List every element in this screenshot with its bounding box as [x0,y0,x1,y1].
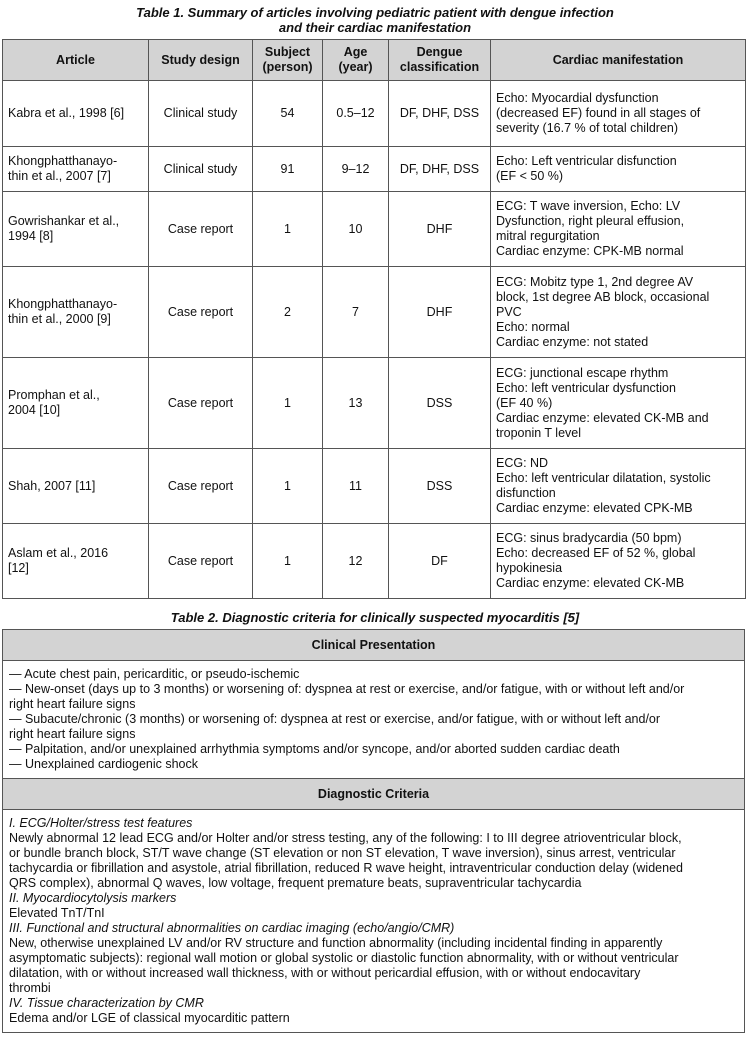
article-cell [3,192,149,267]
manifestation-line: Cardiac enzyme: CPK-MB normal [496,244,684,258]
study-design-cell: Case report [149,449,253,524]
age-cell: 12 [323,524,389,599]
manifestation-line: Cardiac enzyme: not stated [496,334,649,349]
age-cell: 11 [323,449,389,524]
age-cell: 0.5–12 [323,81,389,147]
table-row [3,449,746,524]
diagnostic-criteria-header: Diagnostic Criteria [3,779,745,810]
manifestation-line: troponin T level [496,425,582,440]
classification-cell: DSS [389,449,491,524]
table-row [3,267,746,358]
criteria-line: asymptomatic subjects): regional wall motion or global systolic or diastolic function abnormality, with or without ventricular [9,951,679,965]
manifestation-line: Echo: decreased EF of 52 %, global [496,546,696,560]
classification-cell: DF, DHF, DSS [389,81,491,147]
table1-caption-line2: and their cardiac manifestation [278,20,472,35]
study-design-cell: Clinical study [149,81,253,147]
table1-caption [0,5,750,35]
table-row [3,147,746,192]
article-cell [3,449,149,524]
cardiac-manifestation-cell [491,147,746,192]
table-row [3,192,746,267]
article-cell [3,358,149,449]
manifestation-line: Echo: left ventricular dilatation, systolic [496,471,711,485]
manifestation-line: Echo: Myocardial dysfunction [496,91,659,105]
article-cell [3,267,149,358]
article-line: 2004 [10] [8,403,61,417]
age-cell: 7 [323,267,389,358]
article-cell [3,147,149,192]
article-line: thin et al., 2007 [7] [8,169,111,183]
cardiac-manifestation-cell [491,267,746,358]
article-line: thin et al., 2000 [9] [8,312,111,326]
article-line: Khongphatthanayo- [8,154,118,168]
subject-cell: 2 [253,267,323,358]
cardiac-manifestation-cell [491,524,746,599]
clinical-line: — New-onset (days up to 3 months) or worsening of: dyspnea at rest or exercise, and/or fatigue, with or without left and/or [9,682,685,696]
subject-cell: 1 [253,449,323,524]
article-line: Gowrishankar et al., [8,214,120,228]
criteria-heading: IV. Tissue characterization by CMR [9,996,204,1010]
subject-cell: 1 [253,192,323,267]
diagnostic-criteria-table [2,629,745,1033]
clinical-line: — Acute chest pain, pericarditic, or pseudo-ischemic [9,667,300,681]
manifestation-line: Cardiac enzyme: elevated CK-MB and [496,410,709,425]
article-line: Promphan et al., [8,388,100,402]
cardiac-manifestation-cell [491,449,746,524]
criteria-line: dilatation, with or without increased wall thickness, with or without pericardial effusion, with or without endocavitary [9,966,641,980]
subject-cell: 54 [253,81,323,147]
table-header-row [3,40,746,81]
clinical-line: right heart failure signs [9,697,136,711]
table-row [3,81,746,147]
manifestation-line: (EF 40 %) [496,395,553,410]
article-line: Shah, 2007 [11] [8,478,96,493]
header-dengue-classification: Dengue classification [389,40,491,81]
article-cell [3,524,149,599]
article-line: [12] [8,561,29,575]
subject-cell: 1 [253,358,323,449]
manifestation-line: Cardiac enzyme: elevated CPK-MB [496,501,693,515]
criteria-line: Edema and/or LGE of classical myocarditic pattern [9,1011,290,1025]
classification-cell: DHF [389,267,491,358]
manifestation-line: Echo: normal [496,319,570,334]
manifestation-line: ECG: T wave inversion, Echo: LV [496,199,681,213]
classification-cell: DHF [389,192,491,267]
age-cell: 13 [323,358,389,449]
clinical-presentation-header: Clinical Presentation [3,630,745,661]
study-design-cell: Case report [149,267,253,358]
manifestation-line: severity (16.7 % of total children) [496,121,679,135]
age-cell: 10 [323,192,389,267]
manifestation-line: (decreased EF) found in all stages of [496,106,701,120]
clinical-line: — Unexplained cardiogenic shock [9,757,198,771]
clinical-line: — Subacute/chronic (3 months) or worsening of: dyspnea at rest or exercise, and/or fatigue, with or without left and/or [9,712,661,726]
manifestation-line: Echo: left ventricular dysfunction [496,380,676,395]
manifestation-line: ECG: ND [496,456,549,470]
cardiac-manifestation-cell [491,81,746,147]
manifestation-line: ECG: junctional escape rhythm [496,365,669,380]
age-cell: 9–12 [323,147,389,192]
header-age: Age (year) [323,40,389,81]
manifestation-line: hypokinesia [496,561,563,575]
study-design-cell: Case report [149,358,253,449]
manifestation-line: Echo: Left ventricular disfunction [496,154,677,168]
criteria-line: thrombi [9,981,51,995]
article-line: Aslam et al., 2016 [8,546,109,560]
manifestation-line: ECG: sinus bradycardia (50 bpm) [496,531,682,545]
header-article: Article [3,40,149,81]
table2-caption: Table 2. Diagnostic criteria for clinically suspected myocarditis [5] [170,610,580,625]
criteria-line: tachycardia or fibrillation and asystole, atrial fibrillation, reduced R wave height, intraventricular conduction delay (widened [9,861,683,875]
header-study-design: Study design [149,40,253,81]
manifestation-line: ECG: Mobitz type 1, 2nd degree AV [496,274,694,289]
clinical-presentation-list [3,661,745,779]
manifestation-line: Dysfunction, right pleural effusion, [496,214,685,228]
criteria-heading: II. Myocardiocytolysis markers [9,891,177,905]
criteria-line: New, otherwise unexplained LV and/or RV structure and function abnormality (including incidental finding in apparently [9,936,663,950]
articles-table [2,39,746,599]
clinical-line: right heart failure signs [9,727,136,741]
cardiac-manifestation-cell [491,192,746,267]
clinical-line: — Palpitation, and/or unexplained arrhythmia symptoms and/or syncope, and/or aborted sudden cardiac death [9,742,620,756]
table-row [3,358,746,449]
classification-cell: DSS [389,358,491,449]
article-cell [3,81,149,147]
manifestation-line: Cardiac enzyme: elevated CK-MB [496,576,685,590]
study-design-cell: Case report [149,524,253,599]
manifestation-line: PVC [496,304,522,319]
classification-cell: DF [389,524,491,599]
study-design-cell: Case report [149,192,253,267]
diagnostic-criteria-list [3,810,745,1033]
header-subject: Subject (person) [253,40,323,81]
cardiac-manifestation-cell [491,358,746,449]
criteria-heading: I. ECG/Holter/stress test features [9,816,193,830]
manifestation-line: mitral regurgitation [496,229,600,243]
subject-cell: 1 [253,524,323,599]
header-cardiac-manifestation: Cardiac manifestation [491,40,746,81]
table-row [3,524,746,599]
article-line: Kabra et al., 1998 [6] [8,106,125,120]
manifestation-line: disfunction [496,486,556,500]
study-design-cell: Clinical study [149,147,253,192]
criteria-line: or bundle branch block, ST/T wave change (ST elevation or non ST elevation, T wave inversion), sinus arrest, ventricular [9,846,676,860]
classification-cell: DF, DHF, DSS [389,147,491,192]
article-line: 1994 [8] [8,229,54,243]
manifestation-line: block, 1st degree AB block, occasional [496,289,710,304]
subject-cell: 91 [253,147,323,192]
criteria-line: Newly abnormal 12 lead ECG and/or Holter and/or stress testing, any of the following: I to III degree atrioventricular block, [9,831,682,845]
manifestation-line: (EF < 50 %) [496,169,564,183]
criteria-line: Elevated TnT/TnI [9,906,105,920]
criteria-heading: III. Functional and structural abnormalities on cardiac imaging (echo/angio/CMR) [9,921,455,935]
criteria-line: QRS complex), abnormal Q waves, low voltage, frequent premature beats, supraventricular tachycardia [9,876,582,890]
article-line: Khongphatthanayo- [8,297,118,311]
table1-caption-line1: Table 1. Summary of articles involving pediatric patient with dengue infection [136,5,614,20]
